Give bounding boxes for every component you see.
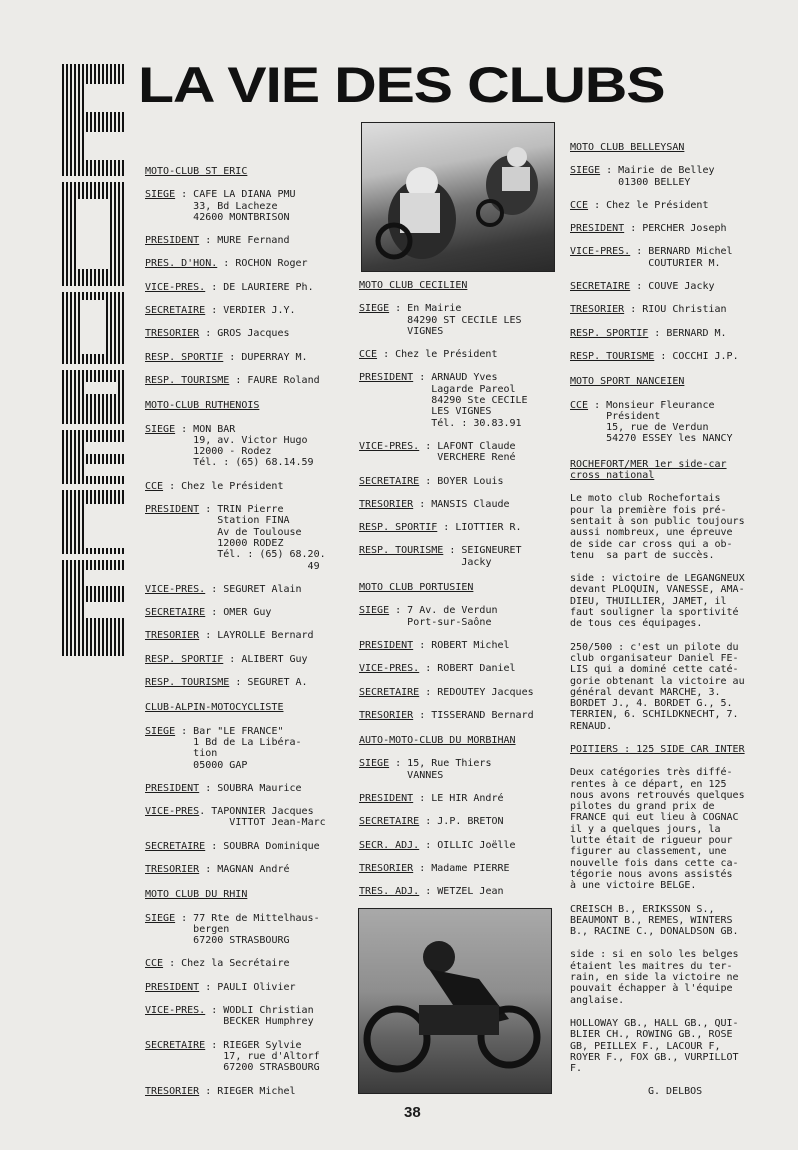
entry-cce: CCE : Monsieur Fleurance Président 15, rue de Verdun 54270 ESSEY les NANCY <box>570 399 733 445</box>
entry-key: SIEGE <box>359 303 390 315</box>
entry-tresorier: TRESORIER : Madame PIERRE <box>359 862 510 874</box>
entry-value: VERDIER J.Y. <box>223 305 296 317</box>
entry-value: J.P. BRETON <box>437 816 504 828</box>
entry-key: CCE <box>570 399 589 411</box>
entry-key: SIEGE <box>359 758 390 770</box>
entry-value: OMER Guy <box>223 607 272 619</box>
entry-value: LIOTTIER R. <box>455 522 522 534</box>
club-block-ruthenois <box>145 424 357 689</box>
entry-value: TISSERAND Bernard <box>431 709 534 721</box>
entry-key: RESP. SPORTIF <box>359 522 438 534</box>
entry-pres-dhon: PRES. D'HON. : ROCHON Roger <box>145 258 308 270</box>
entry-key: SIEGE <box>359 605 390 617</box>
entry-key: SIEGE <box>145 725 176 737</box>
entry-resp-sportif: RESP. SPORTIF : DUPERRAY M. <box>145 351 308 363</box>
photo-motocross-rider-image <box>359 909 551 1093</box>
entry-key: PRES. D'HON. <box>145 258 218 270</box>
en-direct-banner <box>62 64 124 656</box>
entry-tresorier: TRESORIER : GROS Jacques <box>145 328 290 340</box>
entry-key: SECRETAIRE <box>145 305 206 317</box>
entry-value: REDOUTEY Jacques <box>437 686 534 698</box>
entry-siege: SIEGE : Mairie de Belley 01300 BELLEY <box>570 165 715 188</box>
entry-president: PRESIDENT : PERCHER Joseph <box>570 223 727 235</box>
entry-tresorier: TRESORIER : TISSERAND Bernard <box>359 709 534 721</box>
club-block-cecilien <box>359 303 559 568</box>
entry-resp-tourisme: RESP. TOURISME : FAURE Roland <box>145 374 320 386</box>
entry-secretaire: SECRETAIRE : RIEGER Sylvie 17, rue d'Altorf 67200 STRASBOURG <box>145 1039 320 1074</box>
entry-key: PRESIDENT <box>570 223 625 235</box>
entry-key: SIEGE <box>145 423 176 435</box>
entry-secretaire: SECRETAIRE : REDOUTEY Jacques <box>359 686 534 698</box>
club-block-st-eric <box>145 189 357 386</box>
entry-key: RESP. TOURISME <box>145 677 230 689</box>
entry-secretaire: SECRETAIRE : OMER Guy <box>145 607 272 619</box>
entry-key: TRESORIER <box>359 709 414 721</box>
entry-siege: SIEGE : 15, Rue Thiers VANNES <box>359 758 492 781</box>
entry-key: VICE-PRES <box>145 806 200 818</box>
entry-resp-sportif: RESP. SPORTIF : LIOTTIER R. <box>359 522 522 534</box>
entry-president: PRESIDENT : LE HIR André <box>359 793 504 805</box>
club-name: AUTO-MOTO-CLUB DU MORBIHAN <box>359 735 516 747</box>
entry-key: RESP. TOURISME <box>145 374 230 386</box>
entry-resp-tourisme: RESP. TOURISME : SEGURET A. <box>145 677 308 689</box>
entry-key: PRESIDENT <box>145 504 200 516</box>
entry-key: VICE-PRES. <box>145 1005 206 1017</box>
entry-key: CCE <box>145 958 164 970</box>
entry-vice-pres: VICE-PRES. : SEGURET Alain <box>145 583 302 595</box>
club-block-portusien <box>359 605 559 721</box>
entry-tresorier: TRESORIER : LAYROLLE Bernard <box>145 630 314 642</box>
entry-value: SEGURET A. <box>247 677 308 689</box>
club-block-morbihan <box>359 758 559 897</box>
entry-value: Monsieur Fleurance Président 15, rue de Verdun 54270 ESSEY les NANCY <box>606 399 733 445</box>
entry-key: SECRETAIRE <box>359 816 420 828</box>
entry-value: ALIBERT Guy <box>241 653 308 665</box>
entry-key: VICE-PRES. <box>359 663 420 675</box>
club-name: MOTO-CLUB RUTHENOIS <box>145 400 260 412</box>
entry-siege: SIEGE : Bar "LE FRANCE" 1 Bd de La Libéra- tion 05000 GAP <box>145 725 302 771</box>
entry-value: TRIN Pierre Station FINA Av de Toulouse 12000 RODEZ Tél. : (65) 68.20. 49 <box>217 504 326 572</box>
entry-value: Bar "LE FRANCE" 1 Bd de La Libéra- tion 05000 GAP <box>193 725 302 771</box>
club-name: MOTO SPORT NANCEIEN <box>570 376 685 388</box>
entry-value: PERCHER Joseph <box>642 223 727 235</box>
entry-key: TRESORIER <box>359 862 414 874</box>
entry-president: PRESIDENT : ARNAUD Yves Lagarde Pareol 84290 Ste CECILE LES VIGNES Tél. : 30.83.91 <box>359 372 528 429</box>
entry-key: SIEGE <box>145 189 176 201</box>
entry-key: TRESORIER <box>145 328 200 340</box>
entry-key: CCE <box>359 349 378 361</box>
entry-value: DUPERRAY M. <box>241 351 308 363</box>
entry-resp-tourisme: RESP. TOURISME : COCCHI J.P. <box>570 350 739 362</box>
entry-secretaire: SECRETAIRE : J.P. BRETON <box>359 816 504 828</box>
entry-value: SEGURET Alain <box>223 583 302 595</box>
entry-value: BERNARD M. <box>666 327 727 339</box>
entry-key: RESP. SPORTIF <box>145 653 224 665</box>
entry-value: DE LAURIERE Ph. <box>223 281 314 293</box>
entry-key: PRESIDENT <box>359 372 414 384</box>
column-1 <box>145 166 357 1111</box>
entry-secr-adj: SECR. ADJ. : OILLIC Joëlle <box>359 839 516 851</box>
entry-key: SECR. ADJ. <box>359 839 420 851</box>
entry-cce: CCE : Chez le Président <box>359 349 498 361</box>
entry-key: TRES. ADJ. <box>359 886 420 898</box>
entry-key: TRESORIER <box>570 304 625 316</box>
entry-key: SECRETAIRE <box>145 607 206 619</box>
entry-value: MON BAR 19, av. Victor Hugo 12000 - Rodez Tél. : (65) 68.14.59 <box>193 423 314 469</box>
entry-value: 15, Rue Thiers VANNES <box>407 758 492 781</box>
entry-value: En Mairie 84290 ST CECILE LES VIGNES <box>407 303 522 337</box>
entry-value: ARNAUD Yves Lagarde Pareol 84290 Ste CECILE LES VIGNES Tél. : 30.83.91 <box>431 372 528 429</box>
article-poitiers-heading: POITIERS : 125 SIDE CAR INTER <box>570 743 745 755</box>
article-paragraph: side : victoire de LEGANGNEUX devant PLOQUIN, VANESSE, AMA- DIEU, THUILLIER, JAMET, il faut souligner la sportivité de tous ces équipages. <box>570 573 745 630</box>
entry-key: SECRETAIRE <box>359 686 420 698</box>
club-block-nanceien <box>570 400 780 445</box>
entry-value: Mairie de Belley 01300 BELLEY <box>618 165 715 188</box>
entry-key: RESP. SPORTIF <box>145 351 224 363</box>
entry-key: RESP. TOURISME <box>570 350 655 362</box>
entry-value: MURE Fernand <box>217 235 290 247</box>
entry-value: FAURE Roland <box>247 374 320 386</box>
entry-value: ROBERT Michel <box>431 639 510 651</box>
photo-motocross-rider <box>358 908 552 1094</box>
entry-siege: SIEGE : 77 Rte de Mittelhaus- bergen 67200 STRASBOURG <box>145 912 320 947</box>
entry-key: SECRETAIRE <box>359 475 420 487</box>
entry-value: BOYER Louis <box>437 475 504 487</box>
entry-resp-tourisme: RESP. TOURISME : SEIGNEURET Jacky <box>359 545 522 568</box>
page-title: LA VIE DES CLUBS <box>138 57 665 113</box>
entry-value: Chez le Président <box>606 199 709 211</box>
entry-value: OILLIC Joëlle <box>437 839 516 851</box>
entry-vice-pres: VICE-PRES. : LAFONT Claude VERCHERE René <box>359 440 516 464</box>
entry-key: PRESIDENT <box>145 981 200 993</box>
banner-text <box>62 64 67 65</box>
entry-key: TRESORIER <box>145 863 200 875</box>
entry-tresorier: TRESORIER : MAGNAN André <box>145 863 290 875</box>
entry-vice-pres: VICE-PRES. : ROBERT Daniel <box>359 663 516 675</box>
entry-tresorier: TRESORIER : MANSIS Claude <box>359 498 510 510</box>
entry-president: PRESIDENT : TRIN Pierre Station FINA Av de Toulouse 12000 RODEZ Tél. : (65) 68.20. 49 <box>145 504 326 572</box>
entry-vice-pres: VICE-PRES. : DE LAURIERE Ph. <box>145 281 314 293</box>
entry-value: PAULI Olivier <box>217 981 296 993</box>
entry-value: LE HIR André <box>431 793 504 805</box>
club-block-alpin <box>145 726 357 876</box>
entry-key: SIEGE <box>145 912 176 924</box>
entry-secretaire: SECRETAIRE : COUVE Jacky <box>570 281 715 293</box>
article-paragraph: Le moto club Rochefortais pour la première fois pré- sentait à son public toujours aussi nombreux, une épreuve de side car cross qui a ob- tenu sa part de succès. <box>570 493 745 561</box>
entry-vice-pres: VICE-PRES. : BERNARD Michel COUTURIER M. <box>570 246 733 269</box>
entry-key: SECRETAIRE <box>145 840 206 852</box>
entry-siege: SIEGE : En Mairie 84290 ST CECILE LES VIGNES <box>359 303 522 337</box>
entry-key: RESP. SPORTIF <box>570 327 649 339</box>
entry-value: CAFE LA DIANA PMU 33, Bd Lacheze 42600 MONTBRISON <box>193 189 296 223</box>
entry-tresorier: TRESORIER : RIEGER Michel <box>145 1085 296 1097</box>
entry-value: MAGNAN André <box>217 863 290 875</box>
entry-key: VICE-PRES. <box>359 440 420 452</box>
entry-key: TRESORIER <box>145 1085 200 1097</box>
entry-value: ROBERT Daniel <box>437 663 516 675</box>
entry-key: PRESIDENT <box>359 793 414 805</box>
entry-value: SOUBRA Dominique <box>223 840 320 852</box>
entry-president: PRESIDENT : PAULI Olivier <box>145 981 296 993</box>
photo-motorcycle-racers <box>361 122 555 272</box>
entry-key: CCE <box>570 199 589 211</box>
entry-siege: SIEGE : 7 Av. de Verdun Port-sur-Saône <box>359 605 498 628</box>
entry-value: 77 Rte de Mittelhaus- bergen 67200 STRASBOURG <box>193 912 320 947</box>
column-2 <box>359 280 559 912</box>
entry-cce: CCE : Chez le Président <box>570 199 709 211</box>
article-paragraph: side : si en solo les belges étaient les maitres du ter- rain, en side la victoire ne pouvait échapper à l'équipe anglaise. <box>570 949 739 1006</box>
entry-resp-sportif: RESP. SPORTIF : ALIBERT Guy <box>145 653 308 665</box>
entry-key: SIEGE <box>570 165 601 177</box>
entry-key: PRESIDENT <box>145 235 200 247</box>
entry-value: COUVE Jacky <box>648 281 715 293</box>
article-signature: G. DELBOS <box>648 1086 703 1098</box>
entry-key: RESP. TOURISME <box>359 545 444 557</box>
club-name: CLUB-ALPIN-MOTOCYCLISTE <box>145 702 284 714</box>
page-number: 38 <box>404 1104 421 1121</box>
entry-value: RIOU Christian <box>642 304 727 316</box>
entry-value: RIEGER Michel <box>217 1085 296 1097</box>
entry-key: CCE <box>145 480 164 492</box>
entry-key: TRESORIER <box>145 630 200 642</box>
entry-secretaire: SECRETAIRE : SOUBRA Dominique <box>145 840 320 852</box>
entry-value: Chez le Président <box>181 480 284 492</box>
article-paragraph: 250/500 : c'est un pilote du club organisateur Daniel FE- LIS qui a dominé cette caté- gorie obtenant la victoire au général devant MARCHE, 3. BORDET J., 4. BORDET G., 5. TERRIEN, 6. SCHILDKNECHT, 7. RENAUD. <box>570 641 745 732</box>
entry-value: WETZEL Jean <box>437 886 504 898</box>
entry-value: Chez le Président <box>395 349 498 361</box>
entry-value: Chez la Secrétaire <box>181 958 290 970</box>
entry-secretaire: SECRETAIRE : VERDIER J.Y. <box>145 305 296 317</box>
entry-cce: CCE : Chez le Président <box>145 480 284 492</box>
entry-key: TRESORIER <box>359 498 414 510</box>
club-name: MOTO CLUB BELLEYSAN <box>570 142 685 153</box>
article-paragraph: Deux catégories très diffé- rentes à ce départ, en 125 nous avons retrouvés quelques pilotes du grand prix de FRANCE qui eut lieu à COGNAC il y a quelques jours, la lutte était de rigueur pour figurer au classement, une nouvelle fois dans cette ca- tégorie nous avons assistés à une victoire BELGE. <box>570 767 745 892</box>
entry-key: VICE-PRES. <box>145 281 206 293</box>
entry-key: VICE-PRES. <box>570 246 631 258</box>
entry-siege: SIEGE : CAFE LA DIANA PMU 33, Bd Lacheze 42600 MONTBRISON <box>145 189 296 223</box>
entry-president: PRESIDENT : SOUBRA Maurice <box>145 782 302 794</box>
entry-value: ROCHON Roger <box>235 258 308 270</box>
entry-value: SEIGNEURET Jacky <box>461 545 522 568</box>
entry-key: PRESIDENT <box>359 639 414 651</box>
entry-value: GROS Jacques <box>217 328 290 340</box>
entry-value: Madame PIERRE <box>431 862 510 874</box>
entry-value: MANSIS Claude <box>431 498 510 510</box>
entry-vice-pres: VICE-PRES. : WODLI Christian BECKER Humphrey <box>145 1005 314 1028</box>
entry-vice-pres: VICE-PRES . TAPONNIER Jacques VITTOT Jean-Marc <box>145 806 326 829</box>
entry-value: SOUBRA Maurice <box>217 782 302 794</box>
entry-siege: SIEGE : MON BAR 19, av. Victor Hugo 12000 - Rodez Tél. : (65) 68.14.59 <box>145 423 314 469</box>
entry-tresorier: TRESORIER : RIOU Christian <box>570 304 727 316</box>
club-name: MOTO CLUB CECILIEN <box>359 280 468 291</box>
entry-value: TAPONNIER Jacques VITTOT Jean-Marc <box>211 806 326 829</box>
article-paragraph: HOLLOWAY GB., HALL GB., QUI- BLIER CH., ROWING GB., ROSE GB, PEILLEX F., LACOUR F, ROYER F., FOX GB., VURPILLOT F. <box>570 1017 739 1075</box>
entry-president: PRESIDENT : MURE Fernand <box>145 235 290 247</box>
entry-resp-sportif: RESP. SPORTIF : BERNARD M. <box>570 327 727 339</box>
entry-key: SECRETAIRE <box>145 1039 206 1051</box>
entry-value: BERNARD Michel COUTURIER M. <box>648 246 733 269</box>
club-name: MOTO-CLUB ST ERIC <box>145 166 248 177</box>
club-name: MOTO CLUB PORTUSIEN <box>359 582 474 594</box>
entry-cce: CCE : Chez la Secrétaire <box>145 958 290 970</box>
entry-tres-adj: TRES. ADJ. : WETZEL Jean <box>359 886 504 898</box>
club-block-rhin <box>145 913 357 1097</box>
entry-value: LAFONT Claude VERCHERE René <box>437 440 516 464</box>
entry-value: LAYROLLE Bernard <box>217 630 314 642</box>
club-block-belleysan <box>570 165 780 362</box>
article-paragraph: CREISCH B., ERIKSSON S., BEAUMONT B., REMES, WINTERS B., RACINE C., DONALDSON GB. <box>570 903 739 938</box>
photo-motorcycle-racers-image <box>362 123 554 271</box>
entry-key: VICE-PRES. <box>145 583 206 595</box>
entry-value: RIEGER Sylvie 17, rue d'Altorf 67200 STRASBOURG <box>223 1039 320 1074</box>
entry-key: PRESIDENT <box>145 782 200 794</box>
column-3 <box>570 142 780 1110</box>
entry-key: SECRETAIRE <box>570 281 631 293</box>
entry-value: 7 Av. de Verdun Port-sur-Saône <box>407 605 498 628</box>
entry-value: WODLI Christian BECKER Humphrey <box>223 1005 314 1028</box>
entry-secretaire: SECRETAIRE : BOYER Louis <box>359 475 504 487</box>
entry-value: COCCHI J.P. <box>672 350 739 362</box>
entry-president: PRESIDENT : ROBERT Michel <box>359 639 510 651</box>
club-name: MOTO CLUB DU RHIN <box>145 889 248 901</box>
article-rochefort-heading: ROCHEFORT/MER 1er side-car cross national <box>570 458 727 482</box>
